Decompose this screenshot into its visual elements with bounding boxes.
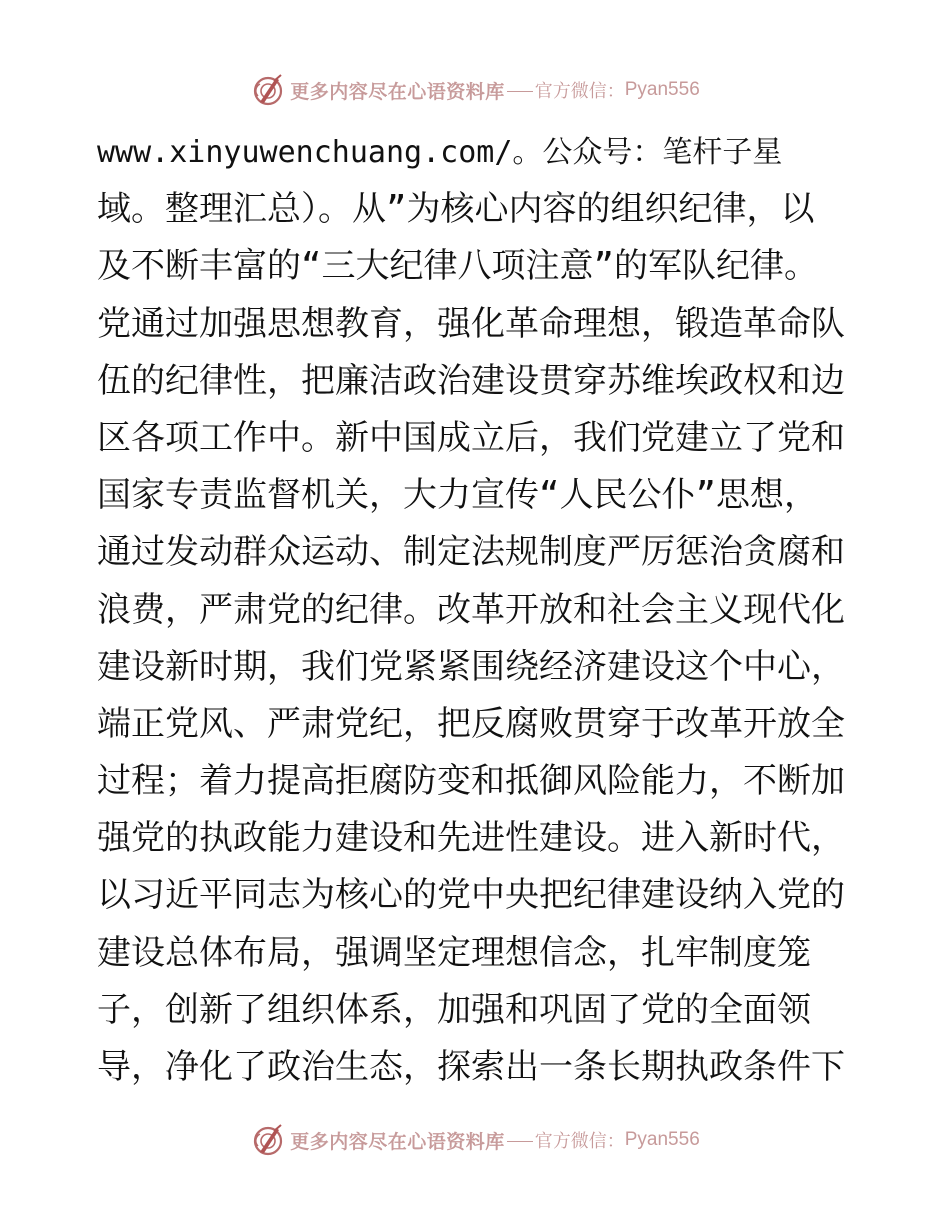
text-line: 强党的执政能力建设和先进性建设。进入新时代， bbox=[97, 818, 845, 859]
banner-official-label: 官方微信： bbox=[534, 1131, 625, 1152]
text-line: 导，净化了政治生态，探索出一条长期执政条件下 bbox=[97, 1047, 845, 1087]
quill-seal-logo-icon bbox=[250, 72, 286, 108]
banner-dash bbox=[507, 1141, 533, 1142]
footer-banner bbox=[0, 1118, 950, 1162]
quill-seal-logo-icon bbox=[250, 1122, 286, 1158]
text-line: 建设总体布局，强调坚定理想信念，扎牢制度笼 bbox=[97, 932, 811, 973]
document-body bbox=[97, 124, 857, 1096]
text-line: 以习近平同志为核心的党中央把纪律建设纳入党的 bbox=[97, 875, 845, 916]
banner-official-label: 官方微信： bbox=[534, 81, 625, 102]
text-line: 建设新时期，我们党紧紧围绕经济建设这个中心， bbox=[97, 646, 845, 687]
banner-wechat-id: Pyan556 bbox=[624, 1129, 700, 1150]
text-line: 通过发动群众运动、制定法规制度严厉惩治贪腐和 bbox=[97, 532, 845, 573]
banner-main-text: 更多内容尽在心语资料库 bbox=[290, 1130, 505, 1153]
banner-main-text: 更多内容尽在心语资料库 bbox=[290, 80, 505, 103]
text-line: 域。整理汇总）。从”为核心内容的组织纪律，以 bbox=[97, 189, 815, 230]
text-line: 子，创新了组织体系，加强和巩固了党的全面领 bbox=[97, 989, 811, 1030]
text-line: 浪费，严肃党的纪律。改革开放和社会主义现代化 bbox=[97, 589, 845, 630]
text-line: 区各项工作中。新中国成立后，我们党建立了党和 bbox=[97, 417, 845, 458]
text-line: 过程；着力提高拒腐防变和抵御风险能力，不断加 bbox=[97, 761, 845, 802]
text-line: www.xinyuwenchuang.com/。公众号：笔杆子星 bbox=[97, 135, 783, 170]
header-banner bbox=[0, 68, 950, 112]
text-line: 国家专责监督机关，大力宣传“人民公仆”思想， bbox=[97, 475, 818, 516]
text-line: 伍的纪律性，把廉洁政治建设贯穿苏维埃政权和边 bbox=[97, 360, 845, 401]
banner-dash bbox=[507, 91, 533, 92]
text-line: 党通过加强思想教育，强化革命理想，锻造革命队 bbox=[97, 303, 845, 344]
banner-wechat-id: Pyan556 bbox=[624, 79, 700, 100]
text-line: 及不断丰富的“三大纪律八项注意”的军队纪律。 bbox=[97, 246, 818, 287]
text-line: 端正党风、严肃党纪，把反腐败贯穿于改革开放全 bbox=[97, 703, 845, 744]
